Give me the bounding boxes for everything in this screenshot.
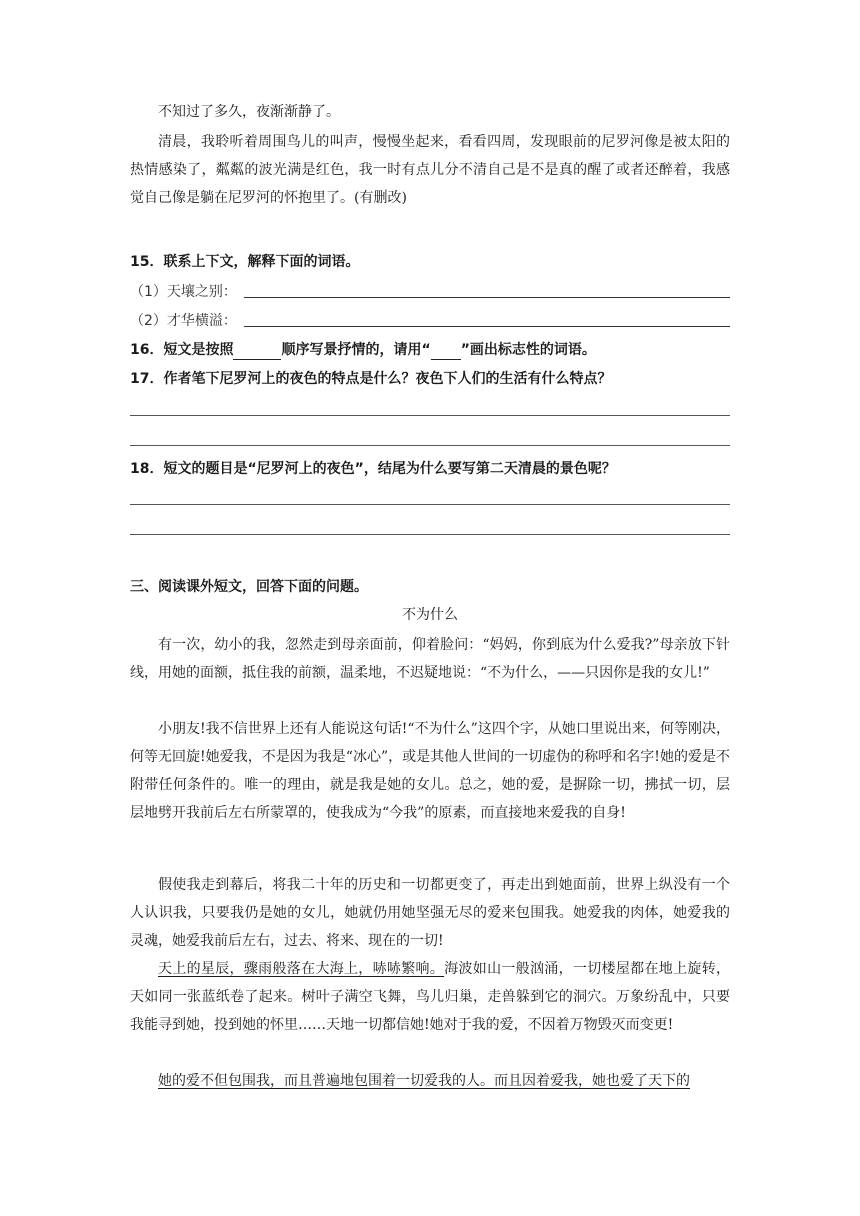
answer-line[interactable] <box>130 504 730 505</box>
article-paragraph: 假使我走到幕后，将我二十年的历史和一切都更变了，再走出到她面前，世界上纵没有一个人认识我，只要我仍是她的女儿，她就仍用她坚强无尽的爱来包围我。她爱我的肉体，她爱我的灵魂，她爱我前后左右，过去、将来、现在的一切! <box>130 877 730 949</box>
passage-paragraph: 不知过了多久，夜渐渐静了。 <box>158 104 340 120</box>
answer-blank[interactable] <box>244 326 730 327</box>
question-15-item-1: （1）天壤之别： <box>130 284 237 300</box>
question-16-part-a: 16．短文是按照 <box>130 342 234 358</box>
underline-sample <box>431 343 461 360</box>
section-3-heading: 三、阅读课外短文，回答下面的问题。 <box>130 579 368 595</box>
paragraph-text: 海波如山一般汹涌，一切楼屋都在地上旋转，天如同一张蓝纸卷了起来。树叶子满空飞舞，鸟儿归巢，走兽躲到它的洞穴。万象纷乱中，只要我能寻到她，投到她的怀里……天地一切都信她!她对于我的爱，不因着万物毁灭而变更! <box>130 961 731 1033</box>
article-paragraph: 小朋友!我不信世界上还有人能说这句话!“不为什么”这四个字，从她口里说出来，何等刚决，何等无回旋!她爱我，不是因为我是“冰心”，或是其他人世间的一切虚伪的称呼和名字!她的爱是不附带任何条件的。唯一的理由，就是我是她的女儿。总之，她的爱，是摒除一切，拂拭一切，层层地劈开我前后左右所蒙罩的，使我成为“今我”的原素，而直接地来爱我的自身! <box>130 721 730 821</box>
article-paragraph: 有一次，幼小的我，忽然走到母亲面前，仰着脸问：“妈妈，你到底为什么爱我?”母亲放下针线，用她的面额，抵住我的前额，温柔地，不迟疑地说：“不为什么，——只因你是我的女儿!” <box>130 637 730 681</box>
answer-line[interactable] <box>130 534 730 535</box>
answer-line[interactable] <box>130 415 730 416</box>
question-18: 18．短文的题目是“尼罗河上的夜色”，结尾为什么要写第二天清晨的景色呢？ <box>130 461 616 477</box>
question-15-item-2: （2）才华横溢： <box>130 313 237 329</box>
question-15: 15．联系上下文，解释下面的词语。 <box>130 254 360 270</box>
article-paragraph <box>130 955 730 1039</box>
question-17: 17．作者笔下尼罗河上的夜色的特点是什么？夜色下人们的生活有什么特点？ <box>130 371 612 387</box>
article-paragraph <box>130 1067 730 1095</box>
question-16 <box>130 340 730 360</box>
question-16-part-b: 顺序写景抒情的，请用“ <box>281 342 431 358</box>
answer-blank[interactable] <box>244 297 730 298</box>
passage-paragraph: 清晨，我聆听着周围鸟儿的叫声，慢慢坐起来，看看四周，发现眼前的尼罗河像是被太阳的热情感染了，粼粼的波光满是红色，我一时有点儿分不清自己是不是真的醒了或者还醉着，我感觉自己像是躺在尼罗河的怀抱里了。(有删改) <box>130 134 730 206</box>
underlined-sentence: 她的爱不但包围我，而且普遍地包围着一切爱我的人。而且因着爱我，她也爱了天下的 <box>158 1073 690 1089</box>
question-16-part-c: ”画出标志性的词语。 <box>460 342 596 358</box>
fill-blank[interactable] <box>233 343 281 360</box>
underlined-sentence: 天上的星辰，骤雨般落在大海上，哧哧繁响。 <box>158 961 445 977</box>
article-title: 不为什么 <box>402 607 458 623</box>
answer-line[interactable] <box>130 445 730 446</box>
